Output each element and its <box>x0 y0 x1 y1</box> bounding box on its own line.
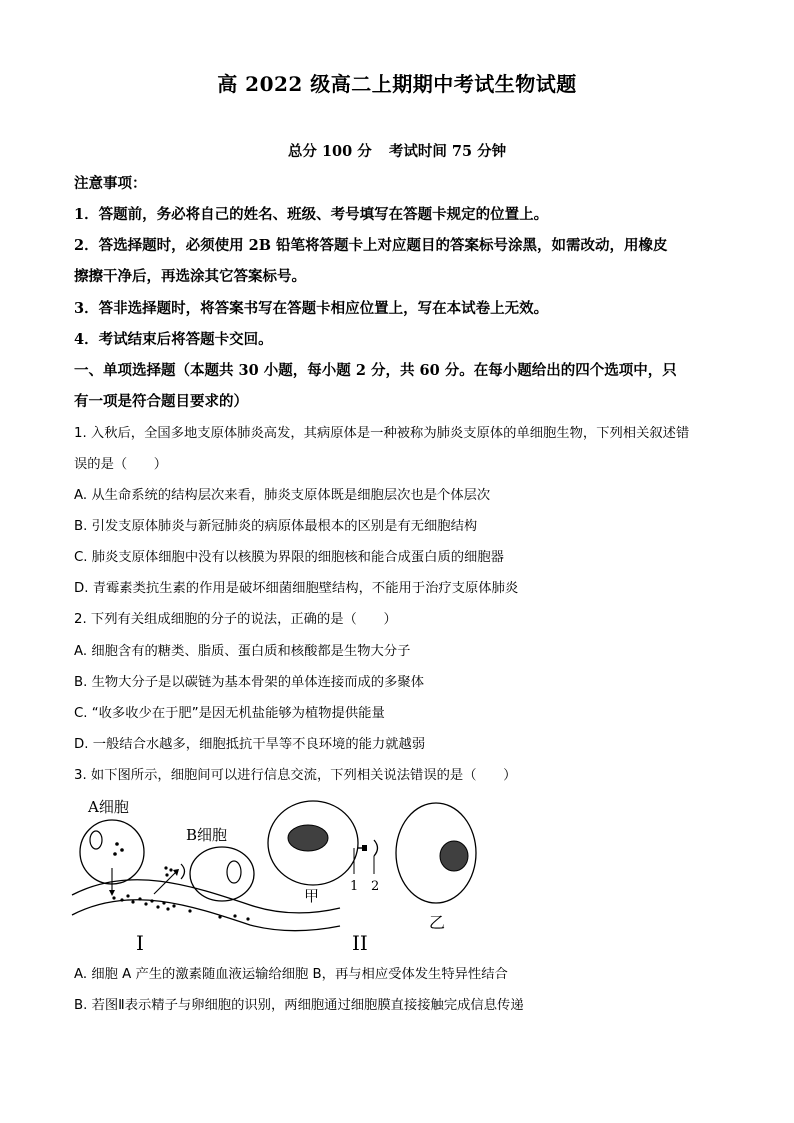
exam-info <box>0 140 794 161</box>
question-2-option-c: C. “收多收少在于肥”是因无机盐能够为植物提供能量 <box>74 706 385 721</box>
label-yi: 乙 <box>429 913 446 932</box>
question-3-option-b: B. 若图Ⅱ表示精子与卵细胞的识别，两细胞通过细胞膜直接接触完成信息传递 <box>74 998 524 1013</box>
page-title: 高 2022 级高二上期期中考试生物试题 <box>217 72 577 96</box>
question-2-option-b: B. 生物大分子是以碳链为基本骨架的单体连接而成的多聚体 <box>74 675 424 690</box>
signal-molecule <box>362 845 367 851</box>
cell-a-nucleus <box>90 831 102 849</box>
question-1-option-a: A. 从生命系统的结构层次来看，肺炎支原体既是细胞层次也是个体层次 <box>74 488 491 503</box>
cell-b <box>190 847 254 901</box>
question-3-stem: 3. 如下图所示，细胞间可以进行信息交流，下列相关说法错误的是（ ） <box>74 768 517 783</box>
question-1-option-b: B. 引发支原体肺炎与新冠肺炎的病原体最根本的区别是有无细胞结构 <box>74 519 478 534</box>
question-1-option-d: D. 青霉素类抗生素的作用是破坏细菌细胞壁结构，不能用于治疗支原体肺炎 <box>74 581 519 596</box>
question-1-option-c: C. 肺炎支原体细胞中没有以核膜为界限的细胞核和能合成蛋白质的细胞器 <box>74 550 504 565</box>
question-1-stem: 1. 入秋后，全国多地支原体肺炎高发，其病原体是一种被称为肺炎支原体的单细胞生物，下列相关叙述错 <box>74 426 690 441</box>
cell-yi-nucleus <box>440 841 468 871</box>
label-2: 2 <box>371 879 380 894</box>
section-heading-cont: 有一项是符合题目要求的） <box>74 393 248 410</box>
panel-1-label: I <box>136 931 144 955</box>
label-1: 1 <box>350 879 359 894</box>
cell-b-receptor <box>181 864 185 879</box>
cell-communication-figure <box>70 790 590 958</box>
question-1-stem-cont: 误的是（ ） <box>74 457 168 472</box>
notice-item: 1．答题前，务必将自己的姓名、班级、考号填写在答题卡规定的位置上。 <box>74 206 549 223</box>
notice-heading: 注意事项： <box>74 175 147 192</box>
notice-item: 2．答选择题时，必须使用 2B 铅笔将答题卡上对应题目的答案标号涂黑，如需改动，用橡皮 <box>74 237 668 254</box>
total-score: 总分 100 分 <box>287 143 372 160</box>
cell-b-label: B细胞 <box>186 826 228 844</box>
blood-vessel-lower <box>72 900 340 931</box>
panel-2-label: II <box>352 931 368 955</box>
question-2-stem: 2. 下列有关组成细胞的分子的说法，正确的是（ ） <box>74 612 397 627</box>
section-heading: 一、单项选择题（本题共 30 小题，每小题 2 分，共 60 分。在每小题给出的四个选项中，只 <box>74 362 677 379</box>
cell-b-nucleus <box>227 861 241 883</box>
question-2-option-d: D. 一般结合水越多，细胞抵抗干旱等不良环境的能力就越弱 <box>74 737 426 752</box>
figure-drawing <box>70 790 590 958</box>
label-jia: 甲 <box>304 887 320 905</box>
cell-jia-nucleus <box>288 825 328 851</box>
notice-item: 3．答非选择题时，将答案书写在答题卡相应位置上，写在本试卷上无效。 <box>74 300 549 317</box>
exam-time: 考试时间 75 分钟 <box>388 143 507 160</box>
cell-a-label: A细胞 <box>88 798 129 816</box>
notice-item: 4．考试结束后将答题卡交回。 <box>74 331 273 348</box>
question-2-option-a: A. 细胞含有的糖类、脂质、蛋白质和核酸都是生物大分子 <box>74 644 411 659</box>
receptor <box>374 840 378 856</box>
question-3-option-a: A. 细胞 A 产生的激素随血液运输给细胞 B，再与相应受体发生特异性结合 <box>74 967 508 982</box>
notice-item: 擦擦干净后，再选涂其它答案标号。 <box>74 268 306 285</box>
